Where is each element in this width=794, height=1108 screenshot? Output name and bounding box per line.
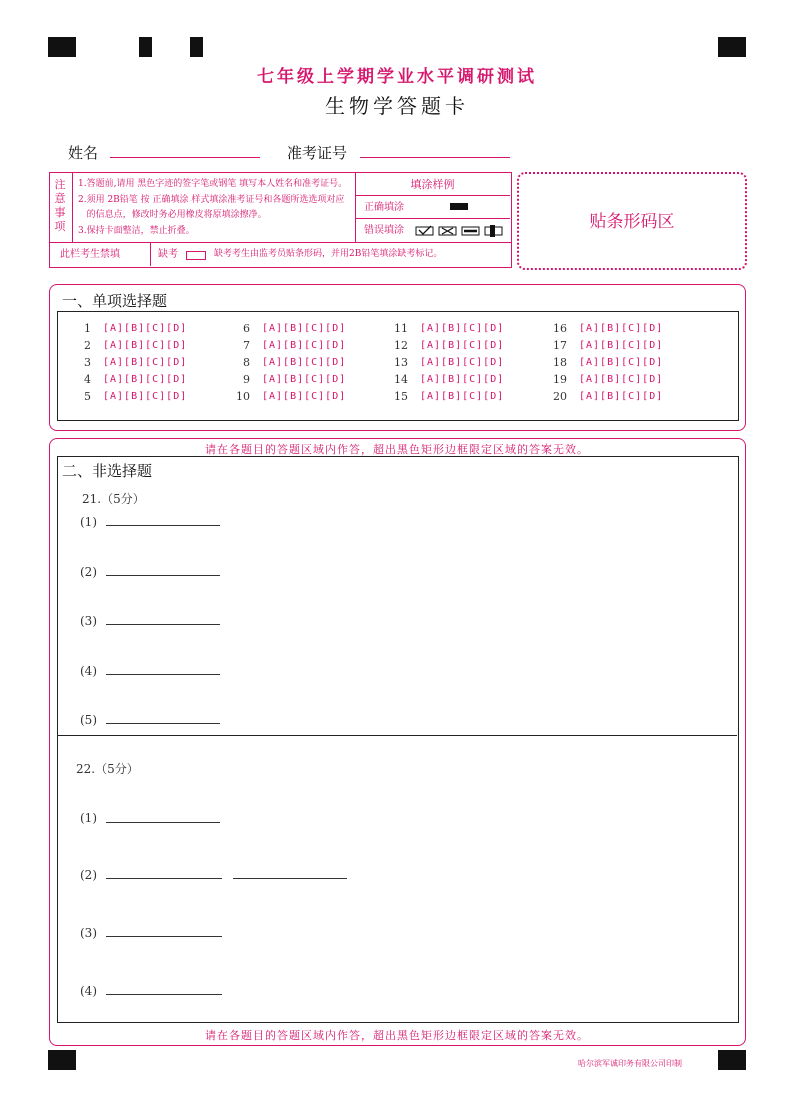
q21-part1-label: (1)	[80, 515, 97, 529]
mcq-question-number: 10	[236, 390, 250, 403]
timing-mark-2	[190, 37, 203, 57]
mcq-question-number: 19	[553, 373, 567, 386]
section2-title: 二、非选择题	[62, 462, 153, 480]
mcq-options-row[interactable]: [A][B][C][D]	[579, 323, 664, 334]
q21-part5-line[interactable]	[106, 723, 220, 724]
q22-label: 22.（5分）	[76, 762, 139, 776]
mcq-options-row[interactable]: [A][B][C][D]	[420, 323, 505, 334]
mcq-options-row[interactable]: [A][B][C][D]	[262, 391, 347, 402]
answer-sheet-title: 生物学答题卡	[325, 94, 469, 118]
q21-part4-label: (4)	[80, 664, 97, 678]
q21-part3-label: (3)	[80, 614, 97, 628]
mcq-question-number: 14	[394, 373, 408, 386]
absent-desc: 缺考考生由监考员贴条形码，并用2B铅笔填涂缺考标记。	[214, 249, 443, 259]
q22-part3-label: (3)	[80, 926, 97, 940]
mcq-question-number: 5	[84, 390, 91, 403]
corner-mark-tr	[718, 37, 746, 57]
mcq-options-row[interactable]: [A][B][C][D]	[262, 340, 347, 351]
mcq-options-row[interactable]: [A][B][C][D]	[579, 374, 664, 385]
q21-part5-label: (5)	[80, 713, 97, 727]
q21-label: 21.（5分）	[82, 492, 145, 506]
exam-title: 七年级上学期学业水平调研测试	[257, 67, 537, 87]
q21-part3-line[interactable]	[106, 624, 220, 625]
mcq-question-number: 7	[243, 339, 250, 352]
q22-part2-line-b[interactable]	[233, 878, 347, 879]
mcq-question-number: 11	[394, 322, 408, 335]
q-divider	[57, 735, 737, 736]
mcq-options-row[interactable]: [A][B][C][D]	[579, 391, 664, 402]
forbidden-divider	[150, 242, 151, 266]
mcq-question-number: 9	[243, 373, 250, 386]
notice-side-divider	[72, 172, 73, 242]
warning-bottom: 请在各题目的答题区域内作答，超出黑色矩形边框限定区域的答案无效。	[205, 1029, 589, 1042]
q22-part2-line-a[interactable]	[106, 878, 222, 879]
q21-part4-line[interactable]	[106, 674, 220, 675]
mcq-question-number: 12	[394, 339, 408, 352]
notice-item-1: 1.答题前,请用 黑色字迹的签字笔或钢笔 填写本人姓名和准考证号。	[78, 179, 348, 189]
mcq-options-row[interactable]: [A][B][C][D]	[420, 357, 505, 368]
mcq-question-number: 16	[553, 322, 567, 335]
mcq-options-row[interactable]: [A][B][C][D]	[262, 374, 347, 385]
q22-part4-line[interactable]	[106, 994, 222, 995]
notice-item-2: 2.须用 2B铅笔 按 正确填涂 样式填涂准考证号和各题所选选项对应	[78, 195, 345, 205]
mcq-options-row[interactable]: [A][B][C][D]	[262, 323, 347, 334]
warning-top: 请在各题目的答题区域内作答，超出黑色矩形边框限定区域的答案无效。	[205, 443, 589, 456]
q22-part1-line[interactable]	[106, 822, 220, 823]
absent-label: 缺考	[158, 249, 178, 260]
notice-item-3: 3.保持卡面整洁，禁止折叠。	[78, 226, 195, 236]
absent-checkbox[interactable]	[186, 251, 206, 260]
q22-part4-label: (4)	[80, 984, 97, 998]
fill-sample-row1	[355, 195, 510, 196]
q22-part1-label: (1)	[80, 811, 97, 825]
mcq-options-row[interactable]: [A][B][C][D]	[103, 391, 188, 402]
mcq-question-number: 20	[553, 390, 567, 403]
wrong-fill-label: 错误填涂	[364, 225, 404, 236]
mcq-options-row[interactable]: [A][B][C][D]	[103, 357, 188, 368]
forbidden-label: 此栏考生禁填	[60, 249, 120, 260]
notice-side-label: 注意事项	[54, 178, 66, 233]
mcq-question-number: 4	[84, 373, 91, 386]
name-label: 姓名	[68, 144, 99, 162]
q21-part2-label: (2)	[80, 565, 97, 579]
mcq-options-row[interactable]: [A][B][C][D]	[420, 391, 505, 402]
mcq-options-row[interactable]: [A][B][C][D]	[103, 340, 188, 351]
printer-credit: 哈尔滨军诚印务有限公司印制	[578, 1059, 682, 1068]
mcq-options-row[interactable]: [A][B][C][D]	[103, 374, 188, 385]
correct-fill-label: 正确填涂	[364, 202, 404, 213]
correct-fill-sample	[450, 203, 468, 210]
mcq-question-number: 17	[553, 339, 567, 352]
mcq-question-number: 18	[553, 356, 567, 369]
q21-part2-line[interactable]	[106, 575, 220, 576]
mcq-options-row[interactable]: [A][B][C][D]	[420, 374, 505, 385]
name-field[interactable]	[110, 157, 260, 158]
mcq-options-row[interactable]: [A][B][C][D]	[579, 340, 664, 351]
wrong-fill-samples	[415, 225, 505, 237]
barcode-label: 贴条形码区	[589, 212, 675, 232]
mcq-options-row[interactable]: [A][B][C][D]	[579, 357, 664, 368]
mcq-question-number: 8	[243, 356, 250, 369]
q22-part3-line[interactable]	[106, 936, 222, 937]
mcq-options-row[interactable]: [A][B][C][D]	[103, 323, 188, 334]
mcq-question-number: 2	[84, 339, 91, 352]
section1-title: 一、单项选择题	[62, 292, 168, 310]
q21-part1-line[interactable]	[106, 525, 220, 526]
mcq-question-number: 3	[84, 356, 91, 369]
notice-footer-divider	[49, 242, 512, 243]
notice-item-2b: 的信息点，修改时务必用橡皮将原填涂擦净。	[78, 210, 267, 220]
mcq-options-row[interactable]: [A][B][C][D]	[262, 357, 347, 368]
timing-mark-1	[139, 37, 152, 57]
mcq-question-number: 13	[394, 356, 408, 369]
id-label: 准考证号	[287, 144, 348, 162]
q22-part2-label: (2)	[80, 868, 97, 882]
section2-answer-box	[57, 456, 739, 1023]
id-field[interactable]	[360, 157, 510, 158]
mcq-question-number: 15	[394, 390, 408, 403]
mcq-question-number: 6	[243, 322, 250, 335]
mcq-question-number: 1	[84, 322, 91, 335]
fill-sample-row2	[355, 218, 510, 219]
corner-mark-tl	[48, 37, 76, 57]
corner-mark-br	[718, 1050, 746, 1070]
mcq-options-row[interactable]: [A][B][C][D]	[420, 340, 505, 351]
corner-mark-bl	[48, 1050, 76, 1070]
fill-sample-title: 填涂样例	[410, 178, 455, 191]
